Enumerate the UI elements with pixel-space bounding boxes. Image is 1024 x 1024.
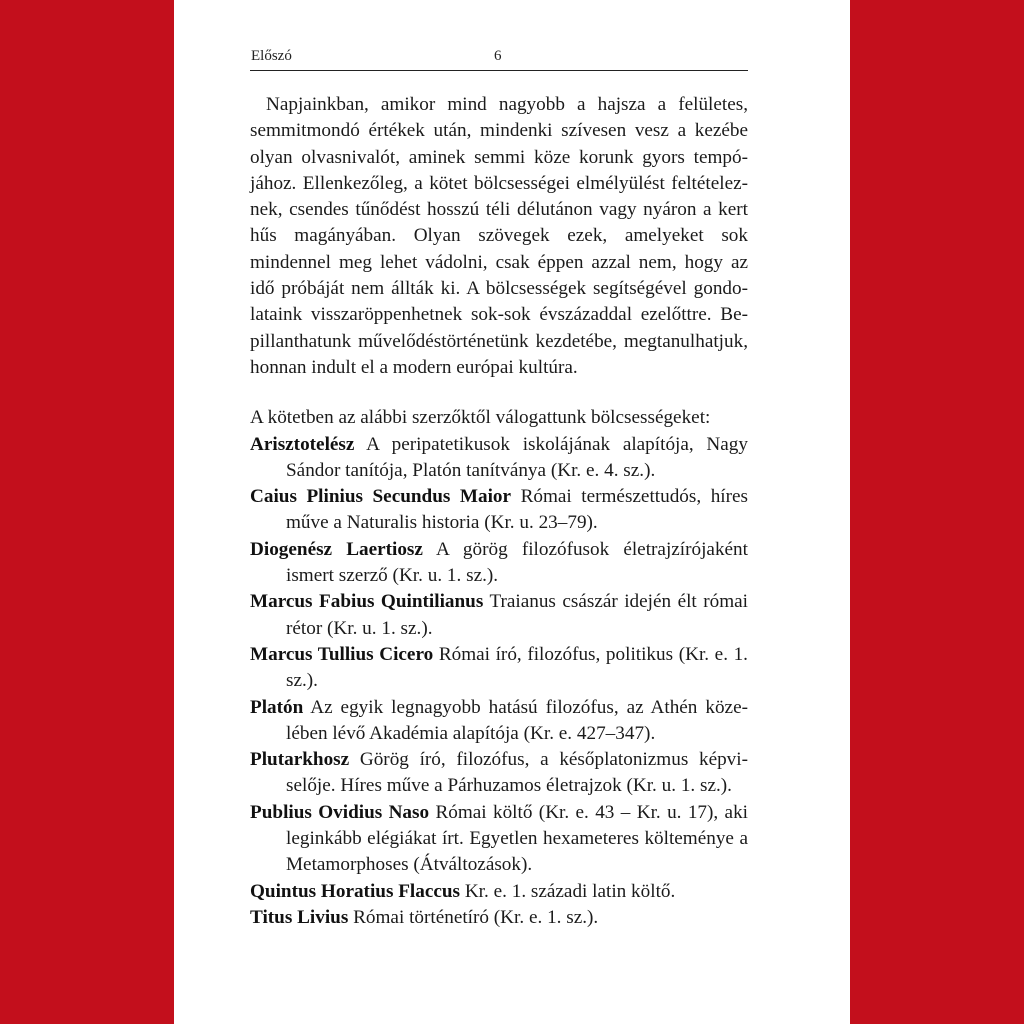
author-name: Marcus Fabius Quintilianus [250,591,484,613]
author-name: Marcus Tullius Cicero [250,643,434,665]
author-name: Caius Plinius Secundus Maior [250,486,512,508]
author-entry [250,747,748,800]
author-entry [250,642,748,695]
author-name: Arisztotelész [250,433,355,455]
author-entry [250,800,748,879]
author-entry [250,879,748,905]
book-page [174,0,850,1024]
author-description: Traianus császár idején élt római rétor (Kr. u. 1. sz.). [286,591,748,639]
author-description: A görög filozófusok életrajzírójaként ismert szerző (Kr. u. 1. sz.). [286,538,748,587]
author-entry [250,695,748,748]
author-description: A peripatetikusok iskolájának alapítója, Nagy Sándor tanítója, Platón tanítványa (Kr. e. 4. sz.). [286,433,748,481]
section-title: Előszó [251,48,292,64]
author-description: Az egyik legnagyobb hatású filozófus, az Athén közelében lévő Akadémia alapítója (Kr. e. 427–347). [286,696,748,744]
author-entry [250,905,748,931]
author-name: Plutarkhosz [250,749,350,771]
author-description: Római költő (Kr. e. 43 – Kr. u. 17), aki leginkább elégiákat írt. Egyetlen hexameteres költeménye a Metamorphoses (Átváltozások). [286,801,749,876]
author-entry [250,484,748,537]
author-description: Római író, filozófus, politikus (Kr. e. 1. sz.). [286,643,748,692]
author-entry [250,537,748,590]
page-body [250,92,748,931]
author-list [250,432,748,932]
intro-paragraph: Napjainkban, amikor mind nagyobb a hajsza a felületes, semmitmondó értékek után, mindenki szívesen vesz a kezébe olyan olvasnivalót, aminek semmi köze korunk gyors tempójához. Ellenkezőleg, a kötet bölcsességei elmélyülést feltételeznek, csendes tűnődést hosszú téli délutánon vagy nyáron a kert hűs magányában. Olyan szövegek ezek, amelyeket sok mindennel meg lehet vádolni, csak éppen azzal nem, hogy az idő próbáját nem állták ki. A bölcsességek segítségével gondolataink visszaröppenhetnek sok-sok évszázaddal ezelőttre. Bepillanthatunk művelődéstörténetünk kezdetébe, megtanulhatjuk, honnan indult el a modern európai kultúra. [250,94,748,378]
author-name: Quintus Horatius Flaccus [250,880,461,902]
page-number: 6 [494,48,502,64]
running-header [250,44,748,71]
author-description: Görög író, filozófus, a későplatonizmus képviselője. Híres műve a Párhuzamos életrajzok (Kr. u. 1. sz.). [286,749,749,797]
author-description: Római történetíró (Kr. e. 1. sz.). [353,906,599,928]
author-name: Titus Livius [250,906,349,928]
author-description: Kr. e. 1. századi latin költő. [464,880,676,902]
authors-intro: A kötetben az alábbi szerzőktől válogattunk bölcsességeket: [250,407,711,429]
author-name: Platón [250,696,304,718]
author-description: Római természettudós, híres műve a Naturalis historia (Kr. u. 23–79). [286,486,748,534]
author-name: Diogenész Laertiosz [250,538,423,560]
author-entry [250,589,748,642]
author-entry [250,432,748,485]
author-name: Publius Ovidius Naso [250,801,430,823]
